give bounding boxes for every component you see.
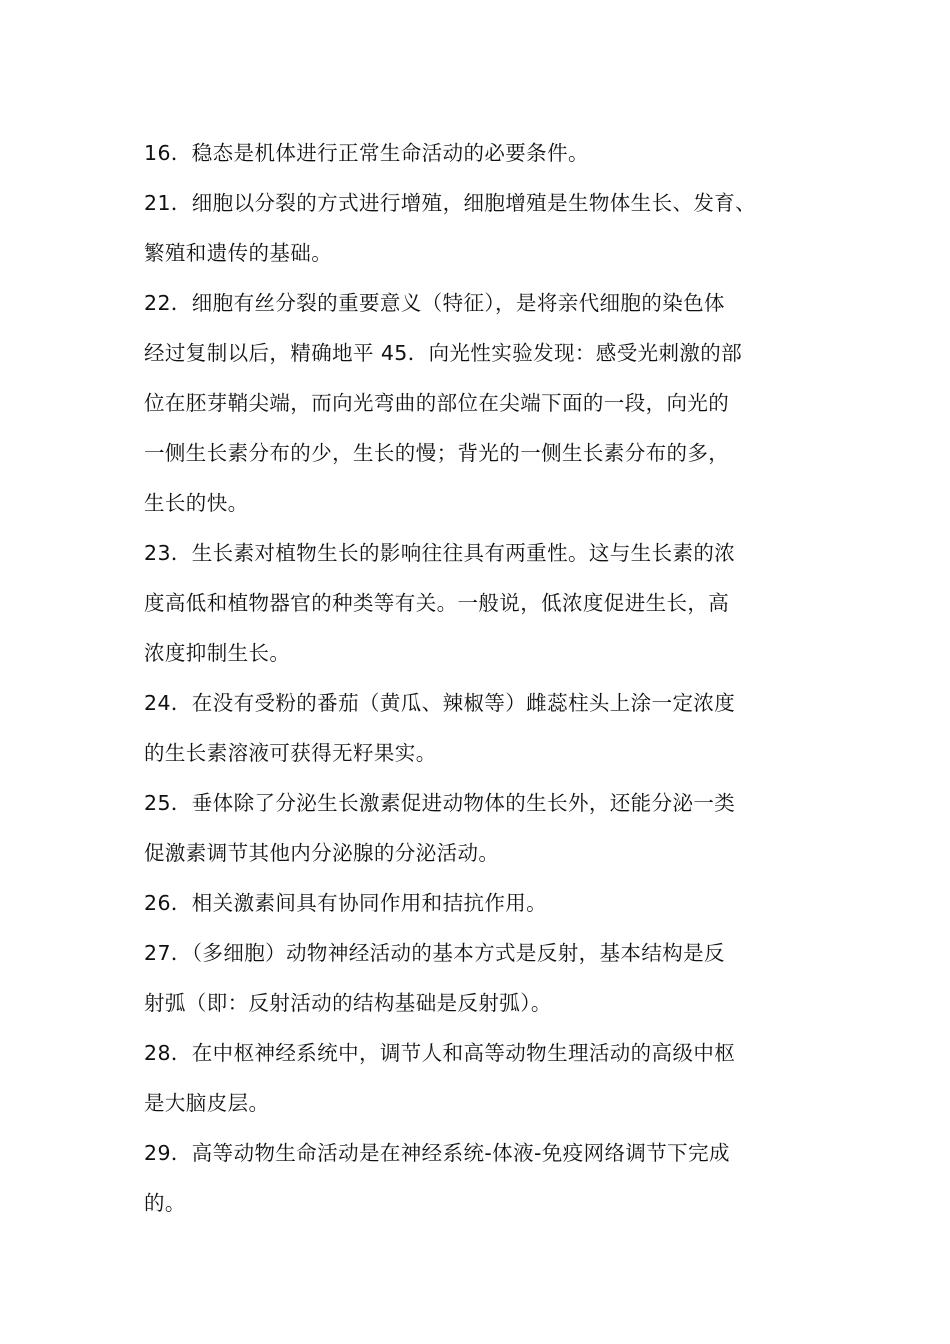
text-line: 21．细胞以分裂的方式进行增殖，细胞增殖是生物体生长、发育、	[144, 191, 757, 215]
text-line: 28．在中枢神经系统中，调节人和高等动物生理活动的高级中枢	[144, 1041, 736, 1065]
text-line: 25．垂体除了分泌生长激素促进动物体的生长外，还能分泌一类	[144, 791, 736, 815]
text-line: 16．稳态是机体进行正常生命活动的必要条件。	[144, 141, 589, 165]
text-line: 浓度抑制生长。	[144, 641, 291, 665]
text-line: 26．相关激素间具有协同作用和拮抗作用。	[144, 891, 548, 915]
text-line: 位在胚芽鞘尖端，而向光弯曲的部位在尖端下面的一段，向光的	[144, 391, 730, 415]
text-line: 24．在没有受粉的番茄（黄瓜、辣椒等）雌蕊柱头上涂一定浓度	[144, 691, 736, 715]
text-line: 射弧（即：反射活动的结构基础是反射弧）。	[144, 991, 552, 1015]
text-line: 27．（多细胞）动物神经活动的基本方式是反射，基本结构是反	[144, 941, 725, 965]
text-line: 度高低和植物器官的种类等有关。一般说，低浓度促进生长，高	[144, 591, 730, 615]
text-line: 的生长素溶液可获得无籽果实。	[144, 741, 437, 765]
text-line: 是大脑皮层。	[144, 1091, 270, 1115]
text-line: 生长的快。	[144, 491, 249, 515]
text-line: 一侧生长素分布的少，生长的慢；背光的一侧生长素分布的多，	[144, 441, 730, 465]
document-body	[144, 128, 834, 1228]
text-line: 繁殖和遗传的基础。	[144, 241, 333, 265]
text-line: 的。	[144, 1191, 186, 1215]
text-line: 29．高等动物生命活动是在神经系统-体液-免疫网络调节下完成	[144, 1141, 730, 1165]
text-line: 22．细胞有丝分裂的重要意义（特征），是将亲代细胞的染色体	[144, 291, 725, 315]
text-line: 经过复制以后，精确地平 45．向光性实验发现：感受光刺激的部	[144, 341, 743, 365]
text-line: 促激素调节其他内分泌腺的分泌活动。	[144, 841, 500, 865]
text-line: 23．生长素对植物生长的影响往往具有两重性。这与生长素的浓	[144, 541, 736, 565]
